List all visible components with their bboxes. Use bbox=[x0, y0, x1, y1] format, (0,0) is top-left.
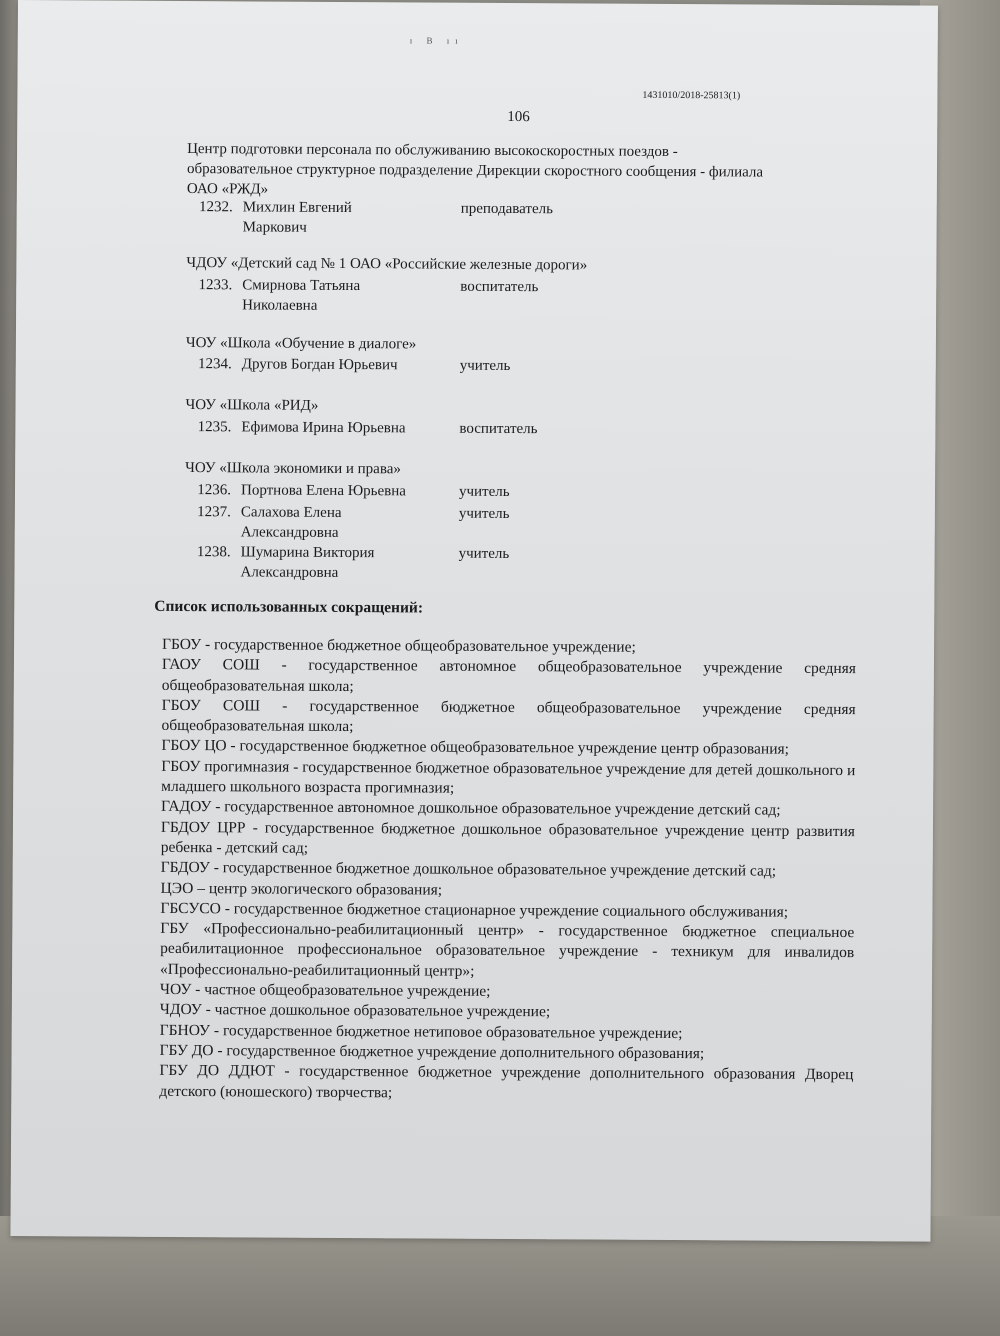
abbreviation-entry: ЧОУ - частное общеобразовательное учреждение; bbox=[159, 980, 491, 1000]
paper-content bbox=[10, 0, 938, 1242]
abbreviation-entry: ГБОУ СОШ - государственное бюджетное общеобразовательное учреждение средняя общеобразовательная школа; bbox=[161, 696, 856, 736]
staff-number: 1232. bbox=[198, 199, 233, 216]
abbreviation-entry: ЧДОУ - частное дошкольное образовательное учреждение; bbox=[159, 1001, 551, 1021]
abbreviation-entry: ГБУ «Профессионально-реабилитационный центр» - государственное бюджетное специальное реабилитационное профессиональное образовательное учреждение - техникум для инвалидов «Профессионально-реабилитационный центр»; bbox=[160, 920, 855, 980]
abbreviation-entry: ГАОУ СОШ - государственное автономное общеобразовательное учреждение средняя общеобразовательная школа; bbox=[161, 656, 856, 695]
staff-number: 1237. bbox=[197, 504, 231, 521]
top-stamp: ı B ıı bbox=[409, 35, 464, 46]
staff-number: 1238. bbox=[196, 544, 231, 561]
staff-role: воспитатель bbox=[460, 278, 539, 296]
abbreviations-heading: Список использованных сокращений: bbox=[154, 597, 424, 617]
page-number: 106 bbox=[507, 108, 530, 126]
staff-name-line: Николаевна bbox=[242, 297, 318, 314]
staff-number: 1233. bbox=[198, 277, 233, 294]
org-title-line: образовательное структурное подразделение Дирекции скоростного сообщения - филиала bbox=[186, 161, 764, 181]
abbreviations-list bbox=[159, 635, 856, 1106]
staff-name-line: Салахова Елена bbox=[240, 504, 342, 521]
abbreviation-entry: ГБОУ - государственное бюджетное общеобразовательное учреждение; bbox=[162, 635, 636, 656]
org-title-line: ЧОУ «Школа «РИД» bbox=[185, 397, 319, 414]
org-title-line: Центр подготовки персонала по обслуживанию высокоскоростных поездов - bbox=[187, 141, 678, 161]
staff-number: 1234. bbox=[197, 356, 232, 373]
staff-role: учитель bbox=[459, 357, 511, 375]
staff-name-line: Маркович bbox=[242, 219, 307, 236]
staff-name-line: Портнова Елена Юрьевна bbox=[240, 482, 406, 500]
document-id: 1431010/2018-25813(1) bbox=[642, 89, 741, 102]
staff-role: преподаватель bbox=[460, 200, 554, 218]
staff-name-line: Михлин Евгений bbox=[242, 199, 352, 217]
abbreviation-entry: ГБДОУ ЦРР - государственное бюджетное дошкольное образовательное учреждение центр развития ребенка - детский сад; bbox=[160, 818, 855, 857]
abbreviation-entry: ГБОУ ЦО - государственное бюджетное общеобразовательное учреждение центр образования; bbox=[161, 737, 790, 759]
paper-sheet bbox=[10, 0, 938, 1242]
org-title-line: ЧОУ «Школа экономики и права» bbox=[185, 460, 401, 478]
staff-number: 1236. bbox=[197, 482, 232, 499]
org-title-line: ЧДОУ «Детский сад № 1 ОАО «Российские железные дороги» bbox=[186, 255, 588, 274]
staff-name-line: Шумарина Виктория bbox=[240, 544, 375, 562]
org-title-line: ОАО «РЖД» bbox=[186, 181, 269, 198]
staff-name-line: Ефимова Ирина Юрьевна bbox=[241, 419, 406, 437]
abbreviation-entry: ГБУ ДО - государственное бюджетное учреждение дополнительного образования; bbox=[159, 1041, 705, 1063]
staff-role: учитель bbox=[458, 483, 510, 501]
staff-role: учитель bbox=[458, 545, 510, 563]
staff-name-line: Александровна bbox=[240, 524, 339, 541]
staff-name-line: Другов Богдан Юрьевич bbox=[241, 356, 398, 374]
abbreviation-entry: ГБУ ДО ДДЮТ - государственное бюджетное учреждение дополнительного образования Дворец детского (юношеского) творчества; bbox=[159, 1062, 854, 1101]
abbreviation-entry: ГБНОУ - государственное бюджетное нетиповое образовательное учреждение; bbox=[159, 1021, 683, 1042]
staff-role: воспитатель bbox=[459, 420, 538, 438]
staff-name-line: Смирнова Татьяна bbox=[242, 277, 361, 295]
abbreviation-entry: ГАДОУ - государственное автономное дошкольное образовательное учреждение детский сад; bbox=[161, 798, 781, 820]
abbreviation-entry: ЦЭО – центр экологического образования; bbox=[160, 879, 443, 899]
staff-role: учитель bbox=[458, 505, 510, 523]
abbreviation-entry: ГБСУСО - государственное бюджетное стационарное учреждение социального обслуживания; bbox=[160, 899, 789, 921]
staff-number: 1235. bbox=[197, 419, 232, 436]
org-title-line: ЧОУ «Школа «Обучение в диалоге» bbox=[185, 335, 417, 353]
abbreviation-entry: ГБДОУ - государственное бюджетное дошкольное образовательное учреждение детский сад; bbox=[160, 859, 777, 880]
staff-name-line: Александровна bbox=[240, 564, 339, 581]
abbreviation-entry: ГБОУ прогимназия - государственное бюджетное образовательное учреждение для детей дошкольного и младшего школьного возраста прогимназия; bbox=[161, 757, 856, 797]
